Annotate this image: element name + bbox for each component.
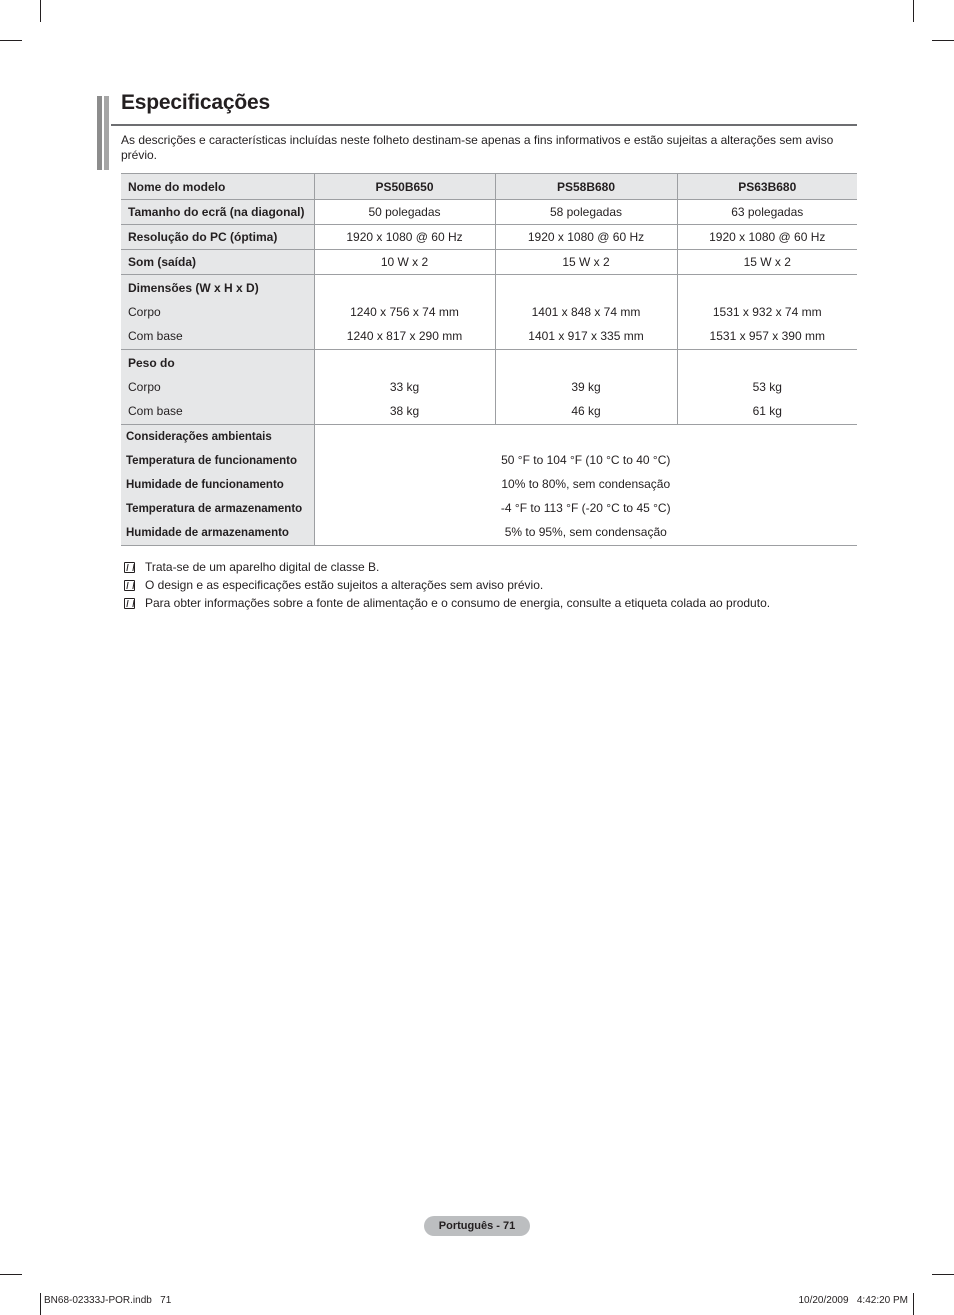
table-row [121,250,857,275]
note-icon [124,580,135,591]
list-item [121,594,861,612]
table-cell: 10 W x 2 [314,250,495,275]
table-row [121,200,857,225]
note-icon [124,562,135,573]
storage-humidity-value: 5% to 95%, sem condensação [504,525,667,539]
crop-mark [932,1274,954,1275]
dimensions-body-value: 1401 x 848 x 74 mm [531,305,641,319]
screen-size-label: Tamanho do ecrã (na diagonal) [121,200,314,225]
weight-stand-label: Com base [128,404,183,418]
crop-mark [932,40,954,41]
operating-humidity-value: 10% to 80%, sem condensação [501,477,671,491]
environment-values-cell [314,425,857,546]
table-cell: 58 polegadas [495,200,677,225]
crop-mark [913,0,914,22]
imprint-date: 10/20/2009 4:42:20 PM [798,1295,908,1306]
imprint-file: BN68-02333J-POR.indb 71 [44,1295,172,1306]
pc-resolution-label: Resolução do PC (óptima) [121,225,314,250]
intro-text: As descrições e características incluídas neste folheto destinam-se apenas a fins informativos e estão sujeitas a alterações sem aviso prévio. [121,133,834,162]
crop-mark [0,40,22,41]
dimensions-label-cell [121,275,314,350]
dimensions-body-value: 1531 x 932 x 74 mm [712,305,822,319]
specifications-table [121,173,857,546]
note-text: Para obter informações sobre a fonte de alimentação e o consumo de energia, consulte a etiqueta colada ao produto. [145,596,771,610]
page-number-badge: Português - 71 [424,1216,530,1236]
table-cell: 1920 x 1080 @ 60 Hz [495,225,677,250]
table-row [121,174,857,200]
notes-list [121,558,861,612]
note-icon [124,598,135,609]
weight-label: Peso do [128,356,175,370]
table-row [121,350,857,425]
note-text: Trata-se de um aparelho digital de classe B. [145,560,380,574]
storage-temp-value: -4 °F to 113 °F (-20 °C to 45 °C) [500,501,671,515]
note-text: O design e as especificações estão sujeitos a alterações sem aviso prévio. [145,578,544,592]
weight-body-value: 53 kg [752,380,782,394]
weight-body-value: 39 kg [571,380,601,394]
crop-mark [40,0,41,22]
table-cell: 1920 x 1080 @ 60 Hz [314,225,495,250]
dimensions-stand-value: 1240 x 817 x 290 mm [346,329,463,343]
table-cell [314,350,495,425]
dimensions-body-value: 1240 x 756 x 74 mm [350,305,459,319]
list-item [121,558,861,576]
list-item [121,576,861,594]
weight-stand-value: 38 kg [389,404,420,418]
crop-mark [40,1293,41,1315]
dimensions-stand-value: 1401 x 917 x 335 mm [528,329,644,343]
weight-stand-value: 46 kg [571,404,601,418]
dimensions-body-label: Corpo [128,305,161,319]
table-cell [495,350,677,425]
model-ps63b680: PS63B680 [677,174,857,200]
table-cell: 15 W x 2 [677,250,857,275]
table-cell [677,350,857,425]
table-row [121,275,857,350]
table-cell [314,275,495,350]
dimensions-label: Dimensões (W x H x D) [128,281,259,295]
page-title: Especificações [121,91,270,114]
table-cell: 15 W x 2 [495,250,677,275]
table-row [121,225,857,250]
weight-label-cell [121,350,314,425]
crop-mark [913,1293,914,1315]
dimensions-stand-label: Com base [128,329,183,343]
model-ps58b680: PS58B680 [495,174,677,200]
weight-body-value: 33 kg [389,380,420,394]
table-cell: 63 polegadas [677,200,857,225]
environment-label: Considerações ambientais [126,431,272,443]
crop-mark [0,1274,22,1275]
model-name-label: Nome do modelo [121,174,314,200]
sound-label: Som (saída) [121,250,314,275]
title-rule [111,124,857,126]
operating-temp-label: Temperatura de funcionamento [126,455,298,467]
weight-body-label: Corpo [128,380,161,394]
table-cell [677,275,857,350]
model-ps50b650: PS50B650 [314,174,495,200]
table-cell: 1920 x 1080 @ 60 Hz [677,225,857,250]
environment-label-cell [121,425,314,546]
title-decoration [97,96,111,170]
table-cell [495,275,677,350]
table-row [121,425,857,546]
dimensions-stand-value: 1531 x 957 x 390 mm [709,329,825,343]
operating-temp-value: 50 °F to 104 °F (10 °C to 40 °C) [501,453,671,467]
operating-humidity-label: Humidade de funcionamento [126,479,284,491]
weight-stand-value: 61 kg [752,404,782,418]
storage-humidity-label: Humidade de armazenamento [126,527,289,539]
storage-temp-label: Temperatura de armazenamento [126,503,303,515]
table-cell: 50 polegadas [314,200,495,225]
